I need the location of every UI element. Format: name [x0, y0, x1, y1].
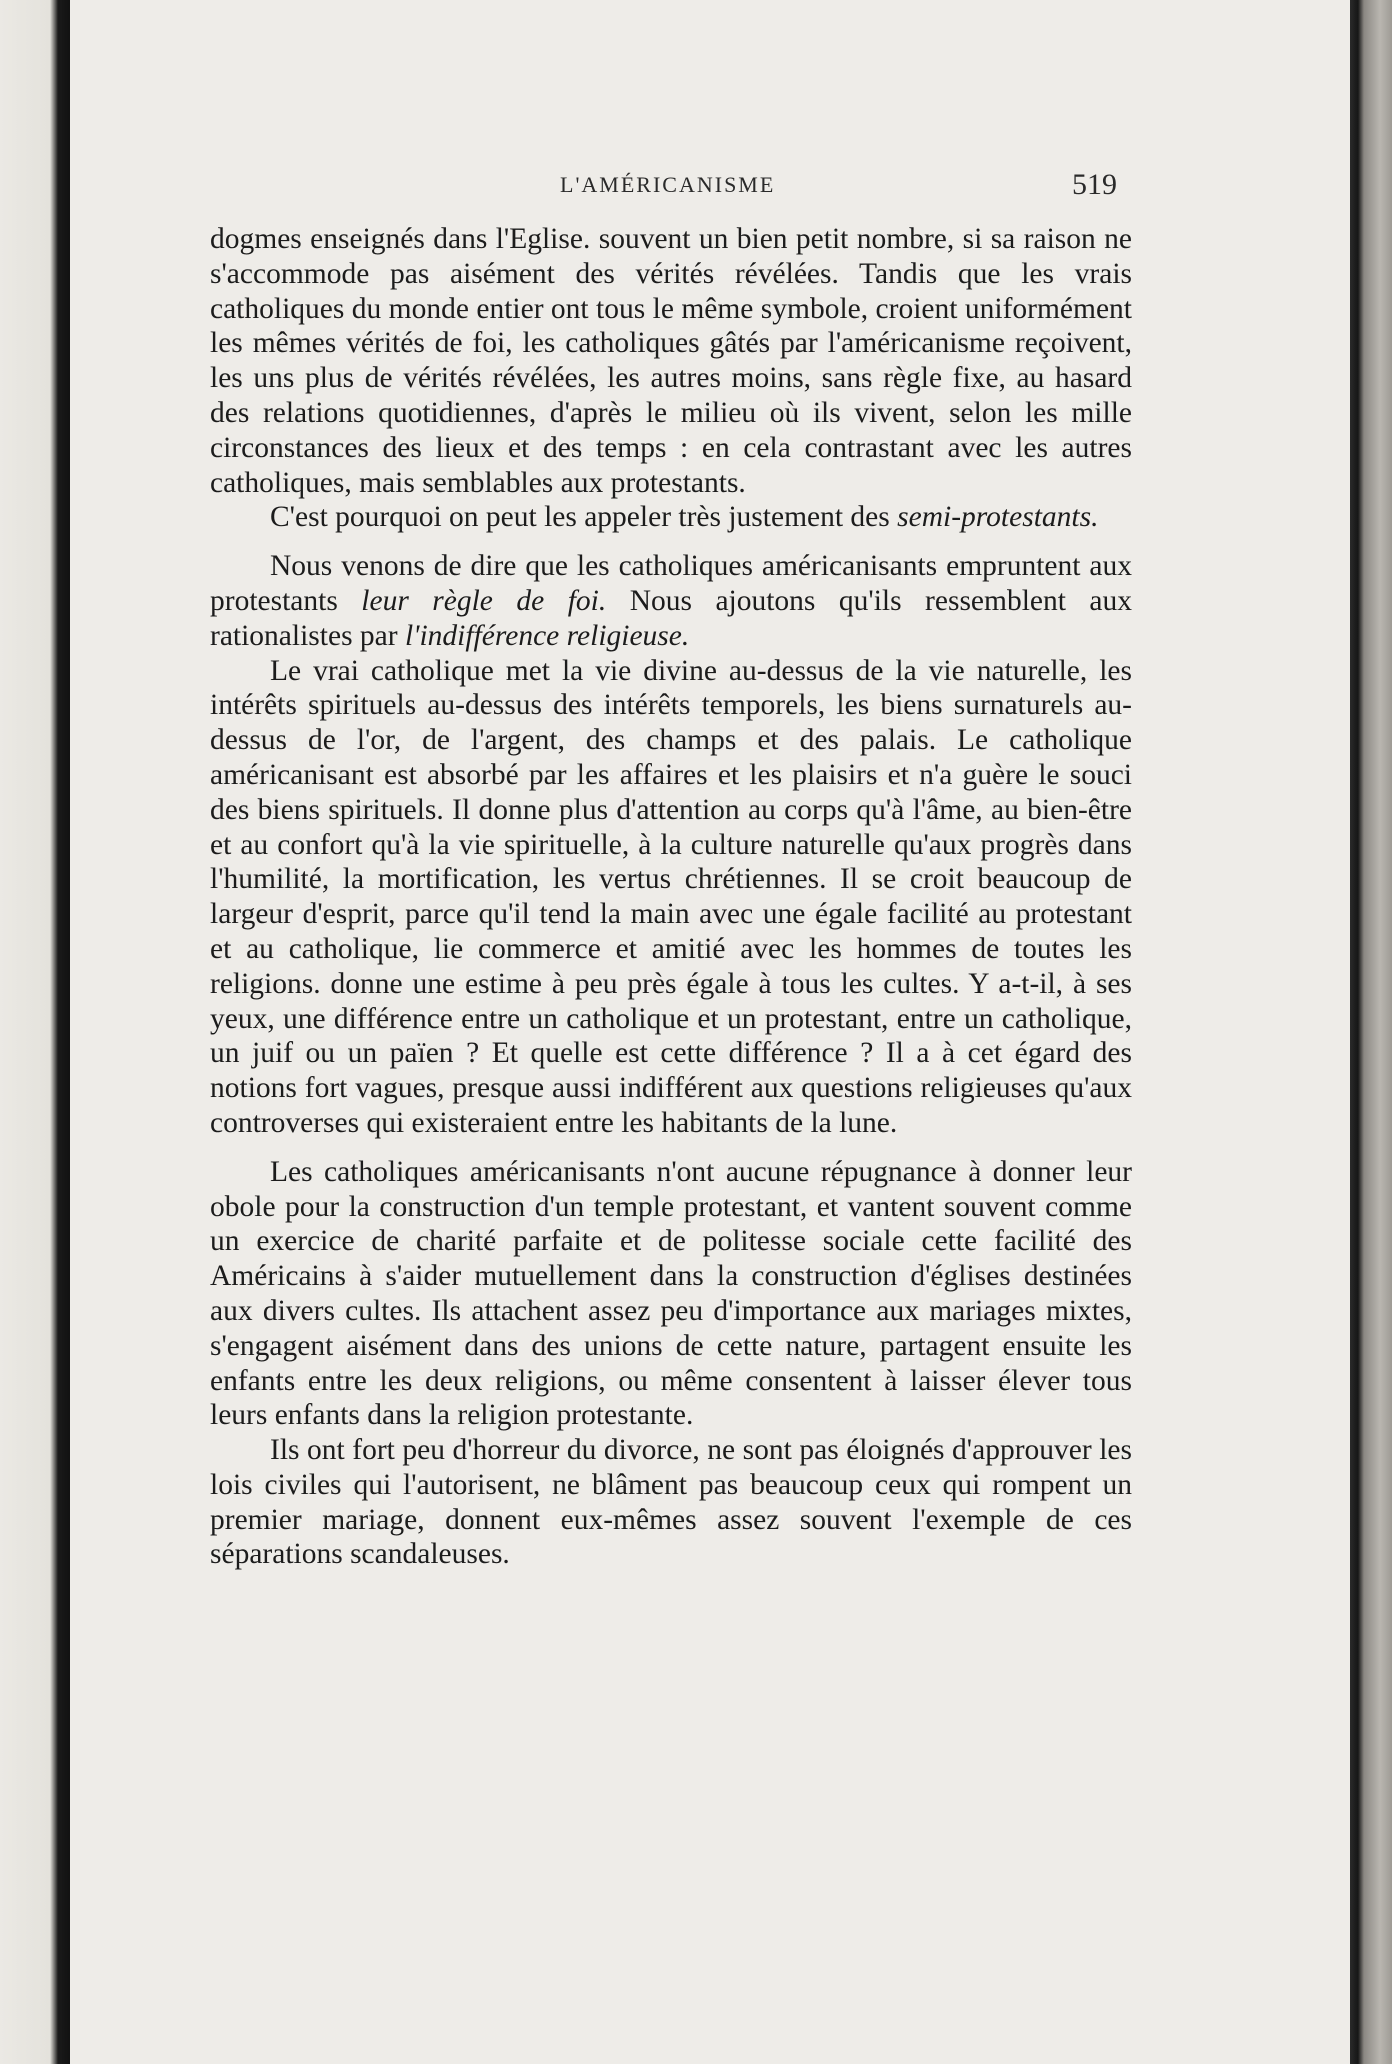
- left-binding-edge: [0, 0, 70, 2064]
- text-segment: dogmes enseignés dans l'Eglise. souvent un bien petit nombre, si sa raison ne s'accommode pas aisément des vérités révélées. Tandis que les vrais catholiques du monde entier ont tous le même symbole, croient uniformément les mêmes vérités de foi, les catholiques gâtés par l'américanisme reçoivent, les uns plus de vérités révélées, les autres moins, sans règle fixe, au hasard des relations quotidiennes, d'après le milieu où ils vivent, selon les mille circonstances des lieux et des temps : en cela contrastant avec les autres catholiques, mais semblables aux protestants.: [210, 223, 1132, 499]
- paragraph: [210, 500, 1132, 535]
- paragraph: [210, 222, 1132, 500]
- paragraph: [210, 549, 1132, 653]
- italic-term: leur règle de foi.: [361, 584, 607, 617]
- text-segment: Ils ont fort peu d'horreur du divorce, ne sont pas éloignés d'approuver les lois civiles qui l'autorisent, ne blâment pas beaucoup ceux qui rompent un premier mariage, donnent eux-mêmes assez souvent l'exemple de ces séparations scandaleuses.: [210, 1434, 1132, 1571]
- page-header: [70, 168, 1350, 212]
- paragraph: [210, 654, 1132, 1141]
- page-number: 519: [1072, 168, 1117, 201]
- body-text: [210, 222, 1132, 1572]
- text-segment: Le vrai catholique met la vie divine au-dessus de la vie naturelle, les intérêts spirituels au-dessus des intérêts temporels, les biens surnaturels au-dessus de l'or, de l'argent, des champs et des palais. Le catholique américanisant est absorbé par les affaires et les plaisirs et n'a guère le souci des biens spirituels. Il donne plus d'attention au corps qu'à l'âme, au bien-être et au confort qu'à la vie spirituelle, à la culture naturelle qu'aux progrès dans l'humilité, la mortification, les vertus chrétiennes. Il se croit beaucoup de largeur d'esprit, parce qu'il tend la main avec une égale facilité au protestant et au catholique, lie commerce et amitié avec les hommes de toutes les religions. donne une estime à peu près égale à tous les cultes. Y a-t-il, à ses yeux, une différence entre un catholique et un protestant, entre un catholique, un juif ou un païen ? Et quelle est cette différence ? Il a à cet égard des notions fort vagues, presque aussi indifférent aux questions religieuses qu'aux controverses qui existeraient entre les habitants de la lune.: [210, 654, 1132, 1139]
- running-title: L'AMÉRICANISME: [560, 172, 776, 197]
- text-segment: Nous ajoutons qu'ils ressemblent aux rationalistes par: [210, 584, 1133, 652]
- text-segment: Nous venons de dire que les catholiques américanisants empruntent aux protestants: [210, 550, 1132, 617]
- italic-term: semi-protestants.: [897, 501, 1099, 534]
- text-segment: Les catholiques américanisants n'ont aucune répugnance à donner leur obole pour la construction d'un temple protestant, et vantent souvent comme un exercice de charité parfaite et de politesse sociale cette facilité des Américains à s'aider mutuellement dans la construction d'églises destinées aux divers cultes. Ils attachent assez peu d'importance aux mariages mixtes, s'engagent aisément dans des unions de cette nature, partagent ensuite les enfants entre les deux religions, ou même consentent à laisser élever tous leurs enfants dans la religion protestante.: [210, 1155, 1132, 1432]
- paragraph: [210, 1433, 1132, 1572]
- text-segment: C'est pourquoi on peut les appeler très justement des: [270, 501, 898, 534]
- paragraph: [210, 1155, 1132, 1433]
- book-page: [70, 0, 1350, 2064]
- italic-term: l'indifférence religieuse.: [404, 619, 690, 652]
- right-binding-edge: [1350, 0, 1392, 2064]
